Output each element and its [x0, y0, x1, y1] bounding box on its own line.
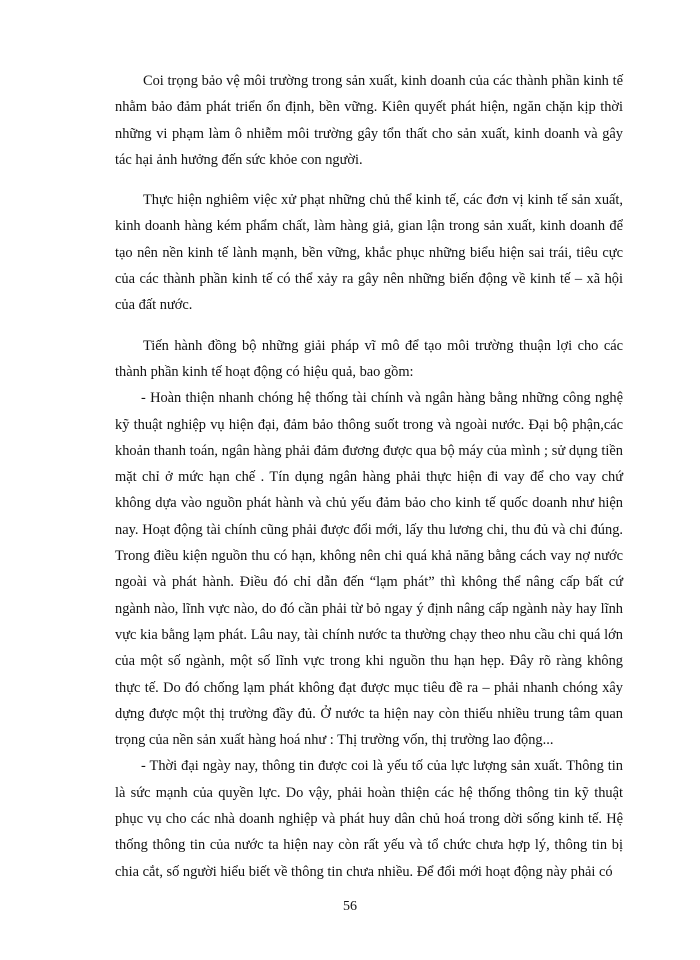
body-text — [115, 68, 623, 885]
paragraph-finance-banking: - Hoàn thiện nhanh chóng hệ thống tài chính và ngân hàng bằng những công nghệ kỹ thuật nghiệp vụ hiện đại, đảm bảo thông suốt trong và ngoài nước. Đại bộ phận,các khoản thanh toán, ngân hàng phải đảm đương được qua bộ máy của mình ; sử dụng tiền mặt chỉ ở mức hạn chế . Tín dụng ngân hàng phải thực hiện đi vay để cho vay chứ không dựa vào nguồn phát hành và chủ yếu đảm bảo cho kinh tế quốc doanh như hiện nay. Hoạt động tài chính cũng phải được đổi mới, lấy thu lương chi, thu đủ và chi đúng. Trong điều kiện nguồn thu có hạn, không nên chi quá khả năng bằng cách vay nợ nước ngoài và phát hành. Điều đó chỉ dẫn đến “lạm phát” thì không thể nâng cấp bất cứ ngành nào, lĩnh vực nào, do đó cần phải từ bỏ ngay ý định nâng cấp ngành này hay lĩnh vực kia bằng lạm phát. Lâu nay, tài chính nước ta thường chạy theo nhu cầu chi quá lớn của một số ngành, một số lĩnh vực trong khi nguồn thu hạn hẹp. Đây rõ ràng không thực tế. Do đó chống lạm phát không đạt được mục tiêu đề ra – phải nhanh chóng xây dựng được một thị trường đầy đủ. Ở nước ta hiện nay còn thiếu nhiều trung tâm quan trọng của nền sản xuất hàng hoá như : Thị trường vốn, thị trường lao động... — [115, 390, 623, 749]
paragraph-information: - Thời đại ngày nay, thông tin được coi là yếu tố của lực lượng sản xuất. Thông tin là sức mạnh của quyền lực. Do vậy, phải hoàn thiện các hệ thống thông tin kỹ thuật phục vụ cho các nhà doanh nghiệp và phát huy dân chủ hoá trong dời sống kinh tế. Hệ thống thông tin của nước ta hiện nay còn rất yếu và tổ chức chưa hợp lý, thông tin bị chia cắt, số người hiểu biết về thông tin chưa nhiều. Để đổi mới hoạt động này phải có — [115, 758, 623, 880]
paragraph-macro-solutions: Tiến hành đồng bộ những giải pháp vĩ mô để tạo môi trường thuận lợi cho các thành phần kinh tế hoạt động có hiệu quả, bao gồm: — [115, 337, 623, 380]
paragraph-penalties: Thực hiện nghiêm việc xử phạt những chủ thể kinh tế, các đơn vị kinh tế sản xuất, kinh doanh hàng kém phẩm chất, làm hàng giả, gian lận trong sản xuất, kinh doanh để tạo nên nền kinh tế lành mạnh, bền vững, khắc phục những biểu hiện sai trái, tiêu cực của các thành phần kinh tế có thể xảy ra gây nên những biến động về kinh tế – xã hội của đất nước. — [115, 192, 623, 314]
page-number: 56 — [343, 899, 357, 914]
paragraph-environment: Coi trọng bảo vệ môi trường trong sản xuất, kinh doanh của các thành phần kinh tế nhằm bảo đảm phát triển ổn định, bền vững. Kiên quyết phát hiện, ngăn chặn kịp thời những vi phạm làm ô nhiễm môi trường gây tổn thất cho sản xuất, kinh doanh và gây tác hại ảnh hưởng đến sức khỏe con người. — [115, 73, 623, 168]
